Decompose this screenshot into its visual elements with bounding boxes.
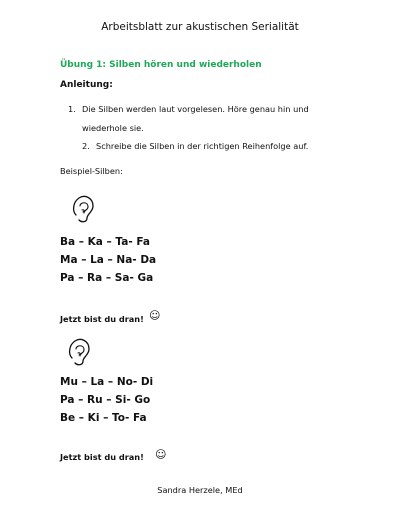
step-1-text: Die Silben werden laut vorgelesen. Höre genau hin und bbox=[82, 104, 309, 114]
step-2-text: Schreibe die Silben in der richtigen Reihenfolge auf. bbox=[96, 141, 309, 151]
smiley-icon: ☺ bbox=[155, 448, 167, 461]
example-label: Beispiel-Silben: bbox=[60, 166, 123, 176]
syllable-row-4: Mu – La – No- Di bbox=[60, 376, 154, 388]
step-1-number: 1. bbox=[68, 104, 76, 114]
your-turn-prompt-2: Jetzt bist du dran! bbox=[60, 452, 144, 462]
syllable-row-6: Be – Ki – To- Fa bbox=[60, 412, 147, 424]
syllable-row-3: Pa – Ra – Sa- Ga bbox=[60, 272, 154, 284]
syllable-row-2: Ma – La – Na- Da bbox=[60, 254, 157, 266]
step-1-text-cont: wiederhole sie. bbox=[82, 123, 144, 133]
page-title: Arbeitsblatt zur akustischen Serialität bbox=[101, 21, 299, 33]
author-footer: Sandra Herzele, MEd bbox=[157, 485, 243, 495]
step-2-number: 2. bbox=[82, 141, 90, 151]
syllable-row-1: Ba – Ka – Ta- Fa bbox=[60, 236, 150, 248]
exercise-heading: Übung 1: Silben hören und wiederholen bbox=[60, 60, 262, 70]
ear-icon bbox=[70, 194, 96, 224]
your-turn-prompt-1: Jetzt bist du dran! bbox=[60, 314, 144, 324]
smiley-icon: ☺ bbox=[149, 309, 161, 322]
instruction-label: Anleitung: bbox=[60, 80, 113, 90]
syllable-row-5: Pa – Ru – Si- Go bbox=[60, 394, 151, 406]
ear-icon bbox=[66, 337, 92, 367]
